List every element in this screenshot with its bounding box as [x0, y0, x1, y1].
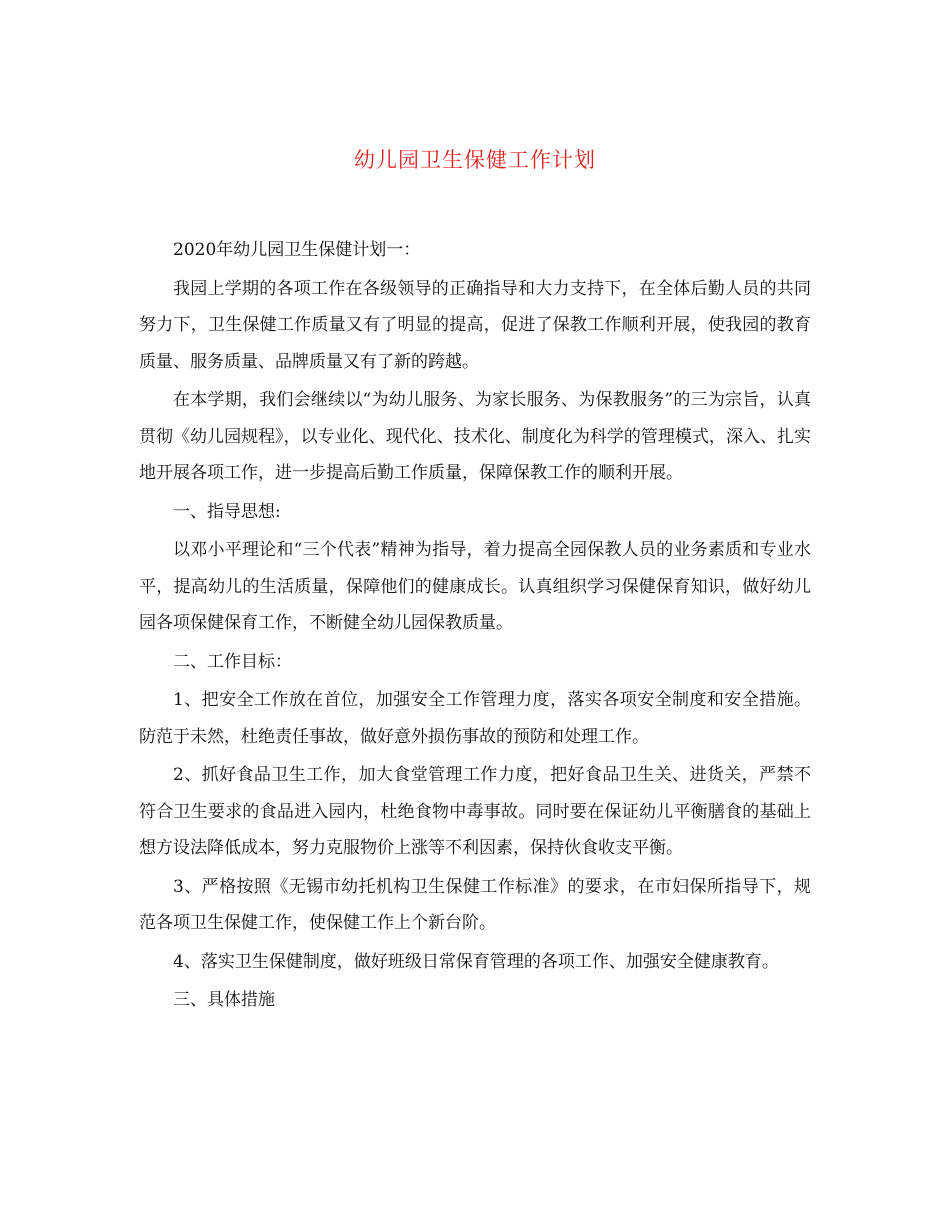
paragraph-semester-goal: 在本学期，我们会继续以“为幼儿服务、为家长服务、为保教服务”的三为宗旨，认真贯彻《幼儿园规程》，以专业化、现代化、技术化、制度化为科学的管理模式，深入、扎实地开展各项工作，进一步提高后勤工作质量，保障保教工作的顺利开展。 — [139, 390, 811, 483]
list-item-goal-1: 1、把安全工作放在首位，加强安全工作管理力度，落实各项安全制度和安全措施。防范于未然，杜绝责任事故，做好意外损伤事故的预防和处理工作。 — [139, 690, 811, 747]
paragraph-plan-heading: 2020年幼儿园卫生保健计划一： — [173, 240, 421, 260]
section-heading-guiding-ideology: 一、指导思想: — [173, 501, 281, 522]
paragraph-guiding-ideology: 以邓小平理论和“三个代表”精神为指导，着力提高全园保教人员的业务素质和专业水平，提高幼儿的生活质量，保障他们的健康成长。认真组织学习保健保育知识，做好幼儿园各项保健保育工作，不断健全幼儿园保教质量。 — [139, 540, 811, 633]
section-heading-specific-measures: 三、具体措施 — [173, 990, 275, 1010]
section-heading-work-goals: 二、工作目标： — [173, 651, 292, 672]
list-item-goal-4: 4、落实卫生保健制度，做好班级日常保育管理的各项工作、加强安全健康教育。 — [173, 951, 779, 972]
list-item-goal-2: 2、抓好食品卫生工作，加大食堂管理工作力度，把好食品卫生关、进货关，严禁不符合卫生要求的食品进入园内，杜绝食物中毒事故。同时要在保证幼儿平衡膳食的基础上想方设法降低成本，努力克服物价上涨等不利因素，保持伙食收支平衡。 — [139, 765, 811, 858]
document-title: 幼儿园卫生保健工作计划 — [354, 148, 596, 172]
list-item-goal-3: 3、严格按照《无锡市幼托机构卫生保健工作标准》的要求，在市妇保所指导下，规范各项卫生保健工作，使保健工作上个新台阶。 — [139, 876, 811, 933]
document-body — [139, 232, 811, 1019]
paragraph-intro: 我园上学期的各项工作在各级领导的正确指导和大力支持下，在全体后勤人员的共同努力下，卫生保健工作质量又有了明显的提高，促进了保教工作顺利开展，使我园的教育质量、服务质量、品牌质量又有了新的跨越。 — [139, 278, 811, 372]
